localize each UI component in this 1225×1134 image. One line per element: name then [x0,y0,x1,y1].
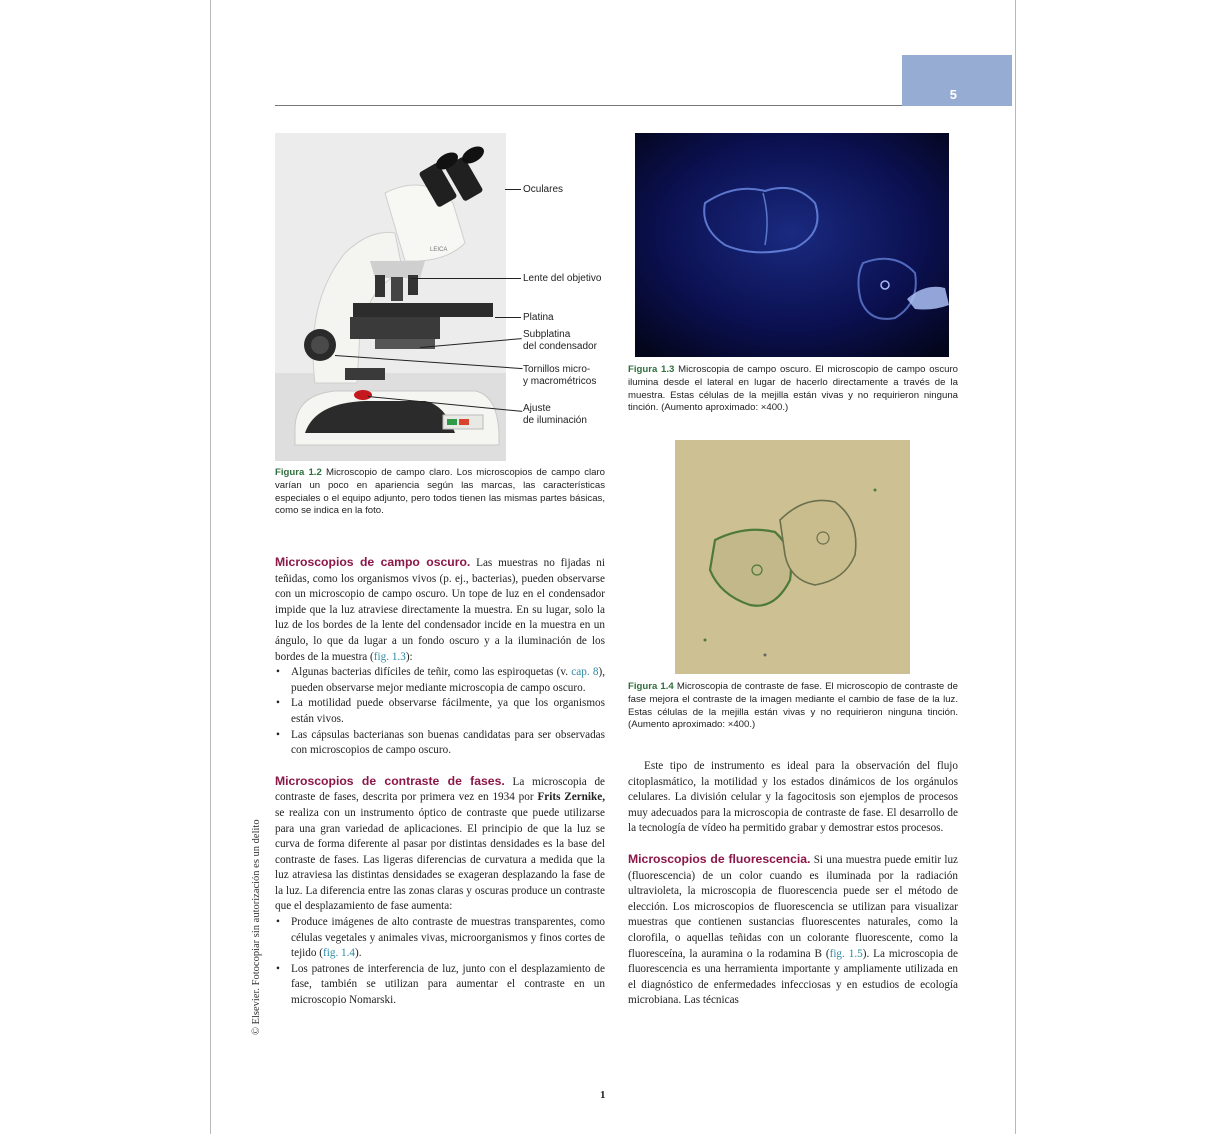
spacer [628,837,958,852]
page-number: 5 [949,87,957,102]
phase-usage-paragraph: Este tipo de instrumento es ideal para la observación del flujo citoplasmático, la motilidad y los estados dinámicos de los orgánulos celulares. La división celular y la fagocitosis son ejemplos de procesos muy adecuados para la microscopia de contraste de fase. El desarrollo de la tecnología de vídeo ha permitido grabar y demostrar estos procesos. [628,760,958,835]
figure-1-2-microscope-photo [275,133,506,461]
label-subplatina-line-2: del condensador [523,340,597,352]
list-item [275,915,605,962]
folio-number: 1 [600,1089,606,1101]
copyright-side-note: © Elsevier. Fotocopiar sin autorización es un delito [251,819,262,1035]
bullet-text: ), pueden observarse mejor mediante microscopia de campo oscuro. [291,666,605,694]
bullet-text: Algunas bacterias difíciles de teñir, como las espiroquetas (v. [291,666,572,679]
leader-platina [495,317,521,318]
bullet-text: Produce imágenes de alto contraste de muestras transparentes, como células vegetales y animales vivas, microorganismos y finos cortes de tejido ( [291,916,605,960]
figure-1-4-number: Figura 1.4 [628,681,674,692]
dark-field-text-end: ): [405,650,413,663]
label-lente-objetivo: Lente del objetivo [523,273,602,284]
list-item [275,665,605,696]
label-tornillos [523,364,596,387]
label-subplatina-line-1: Subplatina [523,329,571,340]
link-fig-1-3[interactable]: fig. 1.3 [373,650,406,663]
dark-field-paragraph [275,555,605,665]
spacer [275,759,605,774]
label-oculares: Oculares [523,184,564,195]
link-fig-1-5[interactable]: fig. 1.5 [829,947,863,960]
link-fig-1-4[interactable]: fig. 1.4 [323,947,356,960]
label-ajuste-line-2: de iluminación [523,414,587,426]
figure-1-4-phase-contrast-photo [675,440,910,674]
fluorescence-text: Si una muestra puede emitir luz (fluorescencia) de un color cuando es iluminada por la radiación ultravioleta, la microscopia de fluorescencia puede ser el método de elección. Los microscopios de fluorescencia se utilizan para visualizar muestras que contienen sustancias fluorescentes naturales, como la clorofila, o aquellas teñidas con un colorante fluorescente, como la fluoresceína, la auramina o la rodamina B ( [628,853,959,960]
figure-1-3-caption [628,364,958,415]
dark-field-text: Las muestras no fijadas ni teñidas, como los organismos vivos (p. ej., bacterias), pueden observarse con un microscopio de campo oscuro. Un tope de luz en el condensador impide que la luz atraviese directamente la muestra. En su lugar, solo la luz de los bordes de la lente del condensador incide en la muestra en un ángulo, lo que da lugar a un fondo oscuro y a la iluminación de los bordes de la muestra ( [275,557,605,663]
label-ajuste-line-1: Ajuste [523,403,551,414]
figure-1-3-dark-field-photo [635,133,949,357]
list-item: • Las cápsulas bacterianas son buenas candidatas para ser observadas con microscopios de campo oscuro. [275,728,605,759]
figure-1-4-caption [628,681,958,732]
figure-1-2-number: Figura 1.2 [275,467,322,478]
phase-contrast-heading: Microscopios de contraste de fases. [275,773,505,788]
phase-text: La microscopia de contraste de fases, descrita por primera vez en 1934 por [275,775,606,804]
list-item: • La motilidad puede observarse fácilmente, ya que los organismos están vivos. [275,696,605,727]
figure-1-2-caption-text: Microscopio de campo claro. Los microscopios de campo claro varían un poco en apariencia según las marcas, las características especiales o el equipo adjunto, pero todos tienen las mismas partes básicas, como se indica en la foto. [275,467,605,517]
fluorescence-paragraph [628,852,958,1009]
right-column [628,759,958,1009]
bullet-text: ). [355,947,362,960]
figure-1-4-caption-text: Microscopia de contraste de fase. El microscopio de contraste de fase mejora el contraste de la imagen mediante el cambio de fase de la luz. Estas células de la mejilla están vivas y no requirieron ninguna tinción. (Aumento aproximado: ×400.) [628,681,958,731]
zernike-name: Frits Zernike, [537,791,605,804]
phase-contrast-list [275,915,605,1009]
dark-field-list [275,665,605,759]
link-cap-8[interactable]: cap. 8 [571,666,599,679]
list-item: • Los patrones de interferencia de luz, junto con el desplazamiento de fase, también se utilizan para aumentar el contraste en un microscopio Nomarski. [275,962,605,1009]
figure-1-3-number: Figura 1.3 [628,364,675,375]
phase-contrast-paragraph [275,774,605,915]
leader-lente [410,278,521,279]
phase-text-cont: se realiza con un instrumento óptico de contraste que puede utilizarse para una gran variedad de aplicaciones. El principio de que la luz se curva de forma diferente al pasar por distintas densidades es la base del contraste de fases. Las ligeras diferencias de curvatura a medida que la luz atraviesa las distintas densidades se exageran desplazando la fase de la luz. La diferencia entre las zonas claras y oscuras produce un contraste que el desplazamiento de fase aumenta: [275,806,605,913]
label-tornillos-line-2: y macrométricos [523,375,597,387]
label-platina: Platina [523,312,554,323]
leader-oculares [505,189,521,190]
label-ajuste [523,403,587,426]
fluorescence-heading: Microscopios de fluorescencia. [628,851,811,866]
dark-field-heading: Microscopios de campo oscuro. [275,555,471,569]
left-column [275,555,605,1009]
fluorescence-text-cont: ). La microscopia de fluorescencia es una herramienta importante y ampliamente utilizada en el diagnóstico de enfermedades infecciosas y en estudios de ecología microbiana. Las técnicas [628,947,958,1007]
page-number-tab [902,55,1012,106]
svg-text:LEICA: LEICA [430,247,448,253]
figure-1-2-caption [275,467,605,518]
figure-1-3-caption-text: Microscopia de campo oscuro. El microscopio de campo oscuro ilumina desde el lateral en lugar de hacerlo directamente a través de la muestra. Estas células de la mejilla están vivas y no requirieron ninguna tinción. (Aumento aproximado: ×400.) [628,364,958,414]
label-tornillos-line-1: Tornillos micro- [523,364,591,375]
label-subplatina [523,329,597,352]
